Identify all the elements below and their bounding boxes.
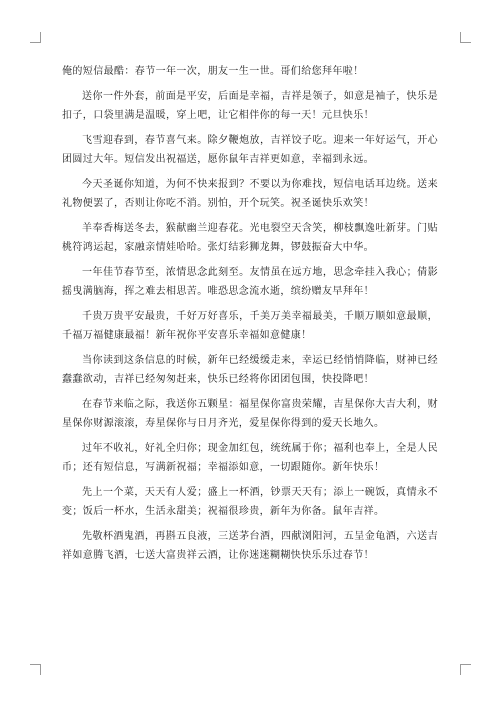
paragraph: 飞雪迎春到，春节喜气来。除夕鞭炮放，吉祥饺子吃。迎来一年好运气，开心团圆过大年。短信发出祝福送，愿你鼠年吉祥更如意，幸福到永远。 [62, 135, 438, 165]
crop-mark-bottom-right [460, 664, 471, 675]
paragraph: 当你读到这条信息的时候，新年已经缓缓走来，幸运已经悄悄降临，财神已经蠢蠢欲动，吉祥已经匆匆赶来，快乐已经将你团团包围，快投降吧！ [62, 355, 438, 385]
paragraph: 过年不收礼，好礼全归你；现金加红包，统统属于你；福利也奉上，全是人民币；还有短信息，写满新祝福；幸福添如意，一切跟随你。新年快乐！ [62, 443, 438, 473]
paragraph: 先上一个菜，天天有人爱；盛上一杯酒，钞票天天有；添上一碗饭，真情永不变；饭后一杯水，生活永甜美；祝福很珍贵，新年为你备。鼠年吉祥。 [62, 487, 438, 517]
paragraph: 先敬杯酒鬼酒，再斟五良液，三送茅台酒，四献浏阳河，五呈金龟酒，六送吉祥如意腾飞酒，七送大富贵祥云酒，让你迷迷糊糊快快乐乐过春节！ [62, 531, 438, 561]
paragraph: 羊奉香梅送冬去，猴献幽兰迎春花。光电裂空天含笑，柳枝飘逸吐新芽。门贴桃符鸿运起，家融亲情娃哈哈。张灯结彩狮龙舞，锣鼓振奋大中华。 [62, 223, 438, 253]
crop-mark-top-right [460, 32, 471, 43]
crop-mark-bottom-left [30, 664, 41, 675]
paragraph: 送你一件外套，前面是平安，后面是幸福，吉祥是领子，如意是袖子，快乐是扣子，口袋里满是温暖，穿上吧，让它相伴你的每一天！元旦快乐！ [62, 91, 438, 121]
paragraph: 一年佳节春节至，浓情思念此刻至。友情虽在远方地，思念牵挂入我心；倩影摇曳满脑海，挥之难去相思苦。唯恐思念流水逝，缤纷赠友早拜年！ [62, 267, 438, 297]
paragraph: 今天圣诞你知道，为何不快来报到？不要以为你难找，短信电话耳边绕。送来礼物便罢了，否则让你吃不消。别怕，开个玩笑。祝圣诞快乐欢笑！ [62, 179, 438, 209]
paragraph: 俺的短信最酷：春节一年一次，朋友一生一世。哥们给您拜年啦！ [62, 66, 364, 77]
paragraph: 千贵万贵平安最贵，千好万好喜乐，千美万美幸福最美，千顺万顺如意最顺，千福万福健康最福！新年祝你平安喜乐幸福如意健康！ [62, 311, 438, 341]
document-body [62, 62, 438, 571]
paragraph: 在春节来临之际，我送你五颗星：福星保你富贵荣耀，吉星保你大吉大利，财星保你财源滚滚，寿星保你与日月齐光，爱星保你得到的爱天长地久。 [62, 399, 438, 429]
crop-mark-top-left [30, 32, 41, 43]
